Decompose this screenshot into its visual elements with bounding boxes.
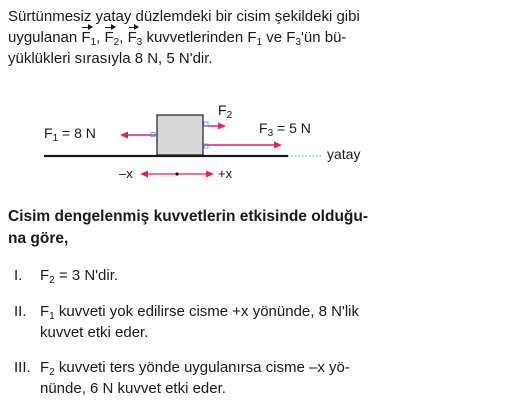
- vector-f2: F: [104, 29, 114, 46]
- intro-line-2: uygulanan $F_1$, $F_2$, $F_3$ kuvvetlerinden $F_1$ ve $F_3'ün$ bü-: [8, 29, 347, 48]
- vector-f1: F: [81, 29, 91, 46]
- intro-line-3: yüklükleri sırasıyla 8 N, 5 N'dir.: [8, 50, 213, 67]
- origin-dot: [175, 172, 178, 175]
- statement-text: $F_2 = 3$ N'dir.: [40, 267, 119, 286]
- question-stem: [8, 206, 510, 250]
- statement-number: III.: [14, 359, 31, 376]
- question-line-1: Cisim dengelenmiş kuvvetlerin etkisinde olduğu-: [8, 208, 369, 225]
- minus-x-arrow-head: [140, 171, 148, 178]
- plus-x-label: +x: [218, 166, 233, 181]
- statement-number: I.: [14, 267, 23, 284]
- statement-number: II.: [14, 303, 27, 320]
- f3-arrow-head: [274, 142, 282, 149]
- statement-text: $F_2$ kuvveti ters yönde uygulanırsa cisme –x yö- nünde, 6 N kuvvet etki eder.: [40, 359, 350, 397]
- f1-arrow-head: [120, 132, 128, 139]
- intro-line-1: Sürtünmesiz yatay düzlemdeki bir cisim şekildeki gibi: [8, 8, 360, 25]
- question-line-2: na göre,: [8, 230, 69, 247]
- plus-x-arrow-head: [206, 171, 214, 178]
- problem-intro: [8, 6, 510, 69]
- f2-label: $F_2$: [218, 102, 233, 121]
- surface-label: yatay: [327, 146, 361, 162]
- f3-label: $F_3 = 5$ N: [259, 120, 311, 139]
- statement-text: $F_1$ kuvveti yok edilirse cisme +x yönünde, 8 N'lik kuvvet etki eder.: [40, 303, 359, 341]
- force-diagram: [40, 104, 380, 188]
- f1-label: $F_1 = 8$ N: [44, 125, 96, 144]
- vector-f3: F: [127, 29, 137, 46]
- f2-arrow-head: [218, 123, 226, 130]
- block: [157, 115, 203, 155]
- minus-x-label: –x: [119, 166, 133, 181]
